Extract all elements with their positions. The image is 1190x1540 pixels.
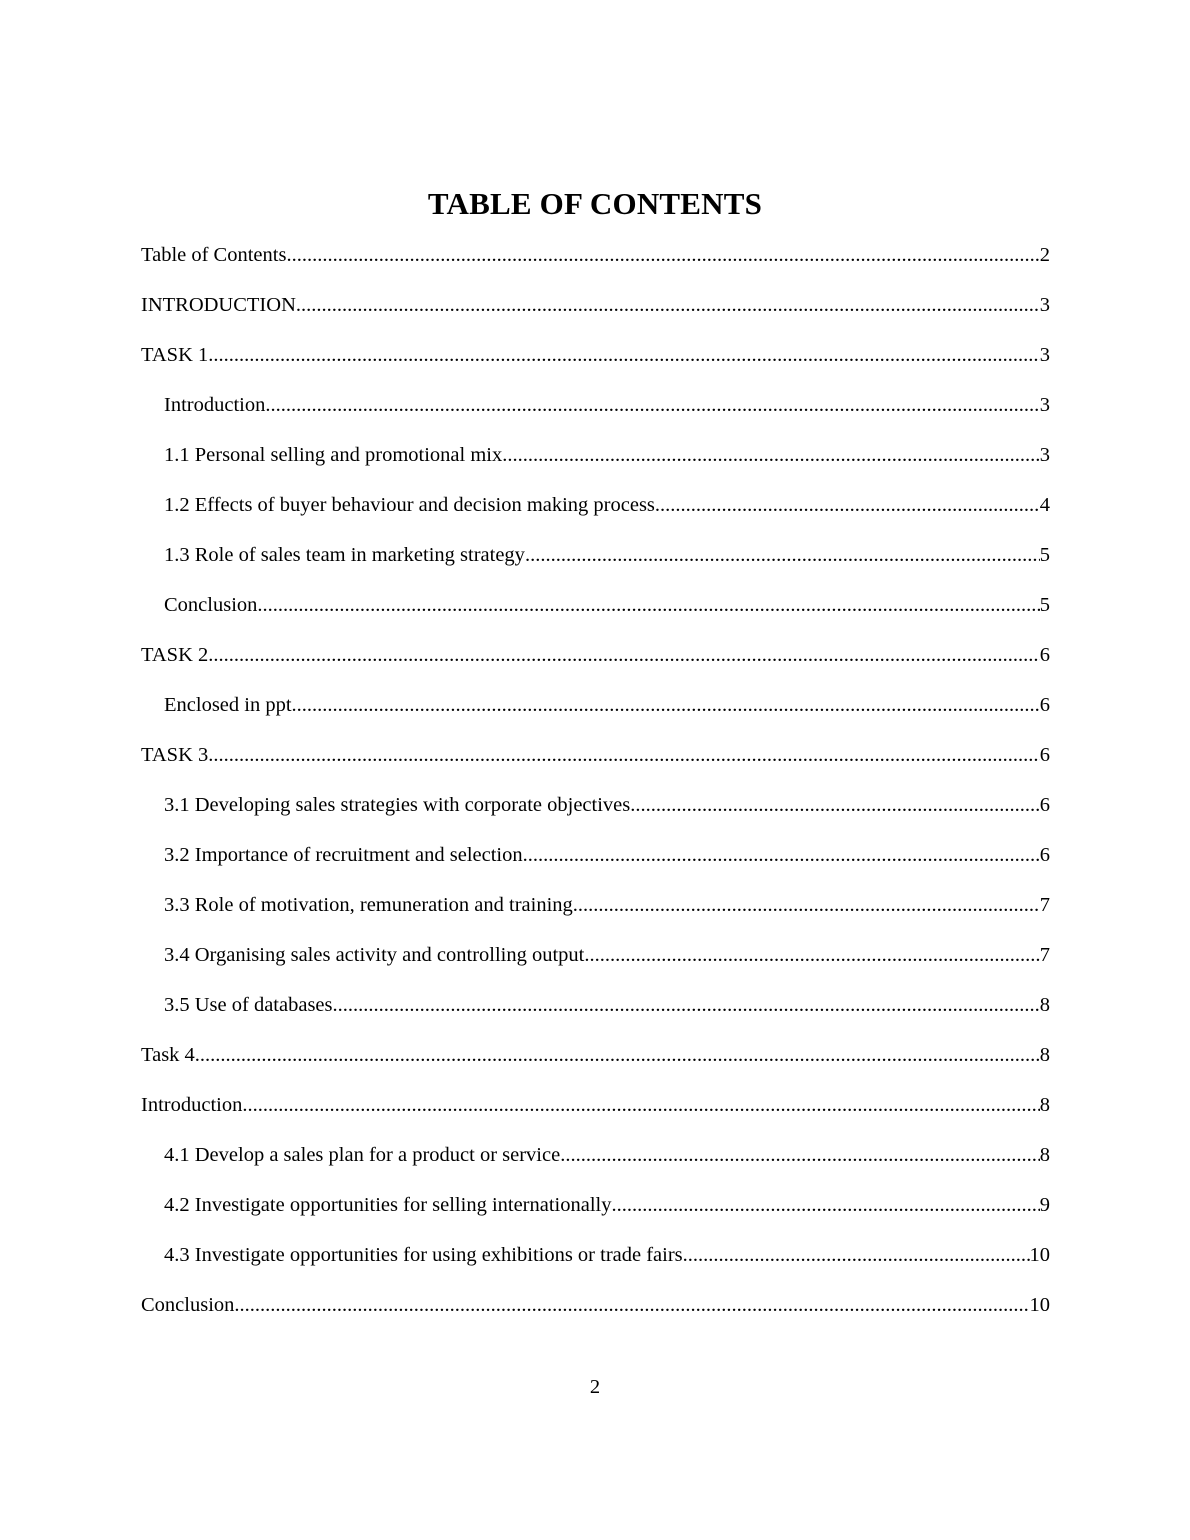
toc-entry-row (164, 786, 1050, 824)
toc-entry-label: 3.2 Importance of recruitment and selection (164, 836, 523, 874)
toc-entry-label: TASK 1 (141, 336, 208, 374)
toc-entry[interactable] (141, 936, 1050, 986)
toc-dot-leader (208, 336, 1039, 374)
toc-entry-page-number: 5 (1040, 536, 1050, 574)
toc-entry-row (141, 1036, 1050, 1074)
toc-entry-label: Conclusion (164, 586, 257, 624)
toc-entry-page-number: 3 (1040, 386, 1050, 424)
toc-dot-leader (502, 436, 1040, 474)
toc-entry[interactable] (141, 1136, 1050, 1186)
toc-entry-label: 1.2 Effects of buyer behaviour and decision making process (164, 486, 655, 524)
toc-entry-page-number: 2 (1040, 236, 1050, 274)
toc-entry-page-number: 6 (1040, 636, 1050, 674)
page-number: 2 (589, 1376, 601, 1398)
toc-entry-row (141, 736, 1050, 774)
toc-dot-leader (584, 936, 1039, 974)
page-title: TABLE OF CONTENTS (427, 186, 763, 221)
toc-entry-label: 3.4 Organising sales activity and controlling output (164, 936, 584, 974)
toc-entry-row (164, 586, 1050, 624)
toc-entry-row (141, 1086, 1050, 1124)
toc-entry-label: 4.3 Investigate opportunities for using exhibitions or trade fairs (164, 1236, 683, 1274)
toc-entry-row (164, 1136, 1050, 1174)
toc-entry[interactable] (141, 636, 1050, 686)
toc-entry-label: TASK 2 (141, 636, 208, 674)
toc-entry[interactable] (141, 386, 1050, 436)
toc-entry[interactable] (141, 336, 1050, 386)
toc-dot-leader (208, 736, 1039, 774)
toc-entry-label: 3.1 Developing sales strategies with corporate objectives (164, 786, 630, 824)
toc-dot-leader (525, 536, 1040, 574)
toc-entry-label: 1.1 Personal selling and promotional mix (164, 436, 502, 474)
toc-entry-row (164, 436, 1050, 474)
toc-entry-row (141, 1286, 1050, 1324)
toc-entry-label: 4.1 Develop a sales plan for a product or service (164, 1136, 560, 1174)
toc-entry-row (164, 936, 1050, 974)
toc-entry-row (141, 336, 1050, 374)
table-of-contents (141, 236, 1050, 1336)
toc-dot-leader (655, 486, 1040, 524)
toc-entry-page-number: 6 (1040, 736, 1050, 774)
toc-dot-leader (195, 1036, 1040, 1074)
toc-entry-label: Introduction (164, 386, 265, 424)
toc-entry[interactable] (141, 1236, 1050, 1286)
toc-entry-page-number: 7 (1040, 886, 1050, 924)
toc-entry-page-number: 9 (1040, 1186, 1050, 1224)
toc-entry-label: 3.3 Role of motivation, remuneration and training (164, 886, 573, 924)
toc-entry-page-number: 3 (1040, 286, 1050, 324)
toc-entry-row (164, 986, 1050, 1024)
toc-entry-page-number: 8 (1040, 986, 1050, 1024)
toc-entry-row (164, 1236, 1050, 1274)
toc-entry-page-number: 10 (1030, 1286, 1051, 1324)
toc-entry-label: INTRODUCTION (141, 286, 296, 324)
toc-entry[interactable] (141, 786, 1050, 836)
toc-dot-leader (257, 586, 1039, 624)
toc-entry-page-number: 4 (1040, 486, 1050, 524)
toc-entry-row (164, 486, 1050, 524)
toc-entry-row (164, 536, 1050, 574)
toc-entry[interactable] (141, 836, 1050, 886)
toc-entry[interactable] (141, 436, 1050, 486)
toc-dot-leader (333, 986, 1040, 1024)
toc-entry-page-number: 6 (1040, 686, 1050, 724)
toc-entry[interactable] (141, 536, 1050, 586)
toc-entry-row (164, 686, 1050, 724)
toc-entry[interactable] (141, 1186, 1050, 1236)
toc-entry[interactable] (141, 686, 1050, 736)
toc-dot-leader (573, 886, 1040, 924)
toc-entry-row (141, 286, 1050, 324)
toc-entry-row (141, 636, 1050, 674)
toc-entry-row (164, 1186, 1050, 1224)
toc-entry-page-number: 8 (1040, 1086, 1050, 1124)
toc-dot-leader (683, 1236, 1030, 1274)
toc-dot-leader (523, 836, 1040, 874)
toc-entry-page-number: 8 (1040, 1136, 1050, 1174)
toc-entry[interactable] (141, 886, 1050, 936)
toc-dot-leader (234, 1286, 1029, 1324)
toc-entry[interactable] (141, 286, 1050, 336)
toc-entry-label: 4.2 Investigate opportunities for selling internationally (164, 1186, 612, 1224)
toc-entry-label: Conclusion (141, 1286, 234, 1324)
toc-entry[interactable] (141, 236, 1050, 286)
toc-dot-leader (208, 636, 1039, 674)
toc-entry-label: Table of Contents (141, 236, 286, 274)
toc-entry[interactable] (141, 986, 1050, 1036)
toc-entry-label: 1.3 Role of sales team in marketing strategy (164, 536, 525, 574)
toc-entry-page-number: 5 (1040, 586, 1050, 624)
toc-entry[interactable] (141, 736, 1050, 786)
toc-entry[interactable] (141, 1036, 1050, 1086)
toc-dot-leader (560, 1136, 1040, 1174)
toc-entry-page-number: 6 (1040, 836, 1050, 874)
toc-entry-row (164, 886, 1050, 924)
toc-dot-leader (296, 286, 1040, 324)
toc-dot-leader (242, 1086, 1039, 1124)
toc-dot-leader (286, 236, 1039, 274)
toc-entry-page-number: 3 (1040, 436, 1050, 474)
toc-entry-label: TASK 3 (141, 736, 208, 774)
toc-entry-page-number: 10 (1030, 1236, 1051, 1274)
toc-entry-label: Enclosed in ppt (164, 686, 292, 724)
toc-entry-row (164, 386, 1050, 424)
toc-dot-leader (612, 1186, 1040, 1224)
toc-entry[interactable] (141, 486, 1050, 536)
toc-entry-label: Task 4 (141, 1036, 195, 1074)
toc-entry-row (164, 836, 1050, 874)
toc-entry-label: Introduction (141, 1086, 242, 1124)
toc-entry-page-number: 8 (1040, 1036, 1050, 1074)
toc-entry[interactable] (141, 586, 1050, 636)
toc-entry-row (141, 236, 1050, 274)
toc-entry-label: 3.5 Use of databases (164, 986, 333, 1024)
toc-entry-page-number: 7 (1040, 936, 1050, 974)
toc-entry-page-number: 6 (1040, 786, 1050, 824)
toc-entry[interactable] (141, 1086, 1050, 1136)
toc-dot-leader (630, 786, 1040, 824)
toc-dot-leader (292, 686, 1040, 724)
toc-dot-leader (265, 386, 1039, 424)
toc-entry-page-number: 3 (1040, 336, 1050, 374)
toc-entry[interactable] (141, 1286, 1050, 1336)
